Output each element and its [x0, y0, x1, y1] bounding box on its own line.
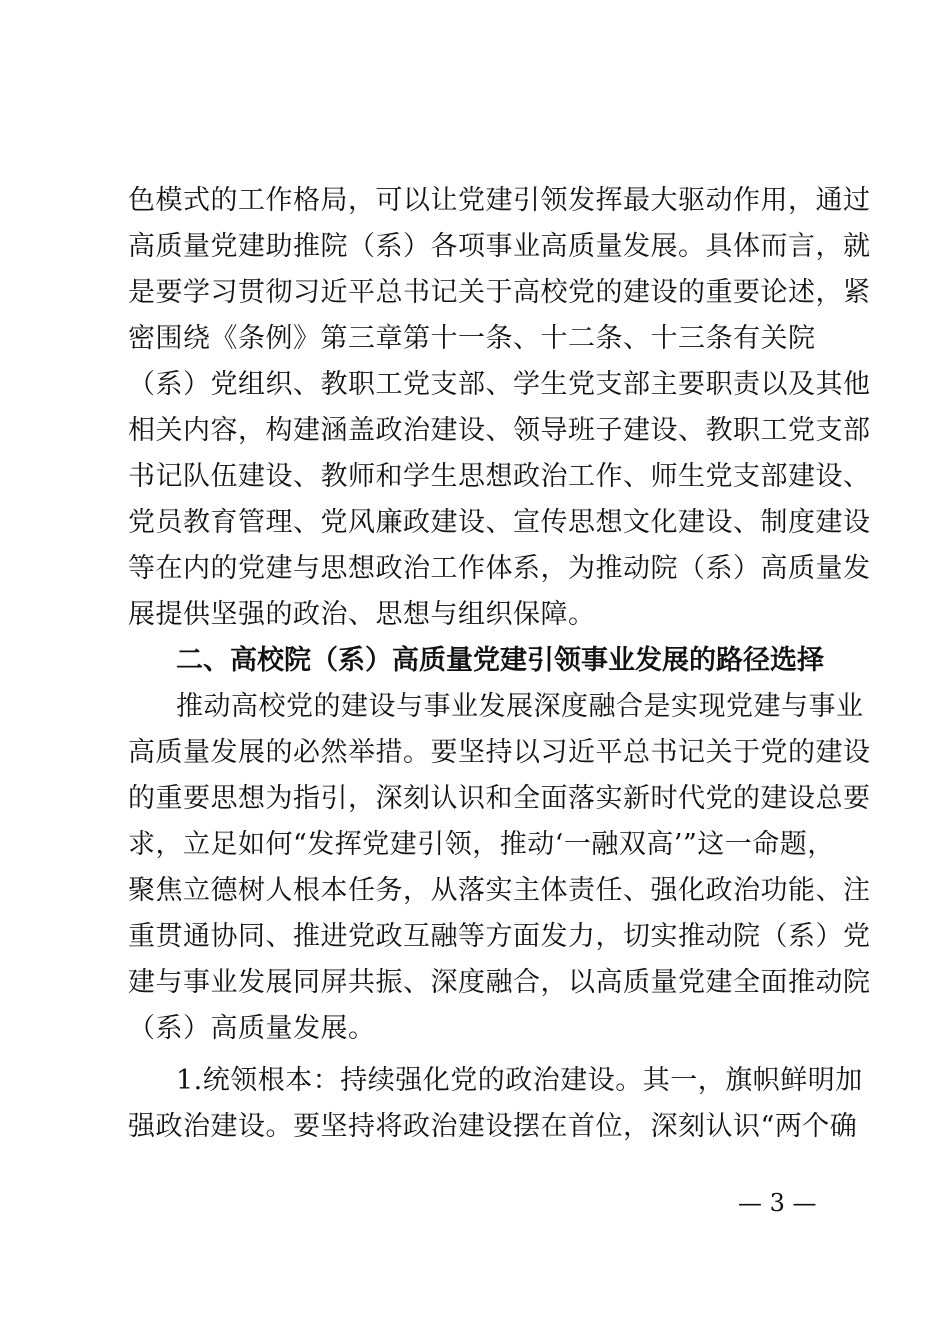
text-line: 色模式的工作格局，可以让党建引领发挥最大驱动作用，通过: [128, 185, 871, 216]
text-line: 高质量党建助推院（系）各项事业高质量发展。具体而言，就: [128, 231, 871, 262]
text-line: 的重要思想为指引，深刻认识和全面落实新时代党的建设总要: [128, 783, 871, 814]
text-line: 等在内的党建与思想政治工作体系，为推动院（系）高质量发: [128, 553, 871, 584]
text-line: 聚焦立德树人根本任务，从落实主体责任、强化政治功能、注: [128, 875, 871, 906]
text-line: 高质量发展的必然举措。要坚持以习近平总书记关于党的建设: [128, 737, 871, 768]
text-line: 相关内容，构建涵盖政治建设、领导班子建设、教职工党支部: [128, 415, 871, 446]
text-line: 推动高校党的建设与事业发展深度融合是实现党建与事业: [176, 691, 864, 722]
text-line: 党员教育管理、党风廉政建设、宣传思想文化建设、制度建设: [128, 507, 871, 538]
text-line: 书记队伍建设、教师和学生思想政治工作、师生党支部建设、: [128, 461, 871, 492]
text-line: 建与事业发展同屏共振、深度融合，以高质量党建全面推动院: [128, 967, 871, 998]
text-line: 展提供坚强的政治、思想与组织保障。: [128, 599, 596, 630]
text-line: 1.统领根本：持续强化党的政治建设。其一，旗帜鲜明加: [176, 1065, 863, 1096]
text-line: 密围绕《条例》第三章第十一条、十二条、十三条有关院: [128, 323, 816, 354]
text-line: （系）党组织、教职工党支部、学生党支部主要职责以及其他: [128, 369, 871, 400]
text-line: 强政治建设。要坚持将政治建设摆在首位，深刻认识“两个确: [128, 1111, 858, 1142]
text-line: 求，立足如何“发挥党建引领，推动‘一融双高’”这一命题，: [128, 829, 835, 860]
section-heading: 二、高校院（系）高质量党建引领事业发展的路径选择: [176, 645, 824, 676]
text-line: 重贯通协同、推进党政互融等方面发力，切实推动院（系）党: [128, 921, 871, 952]
page-number: — 3 —: [738, 1189, 817, 1217]
text-line: （系）高质量发展。: [128, 1013, 376, 1044]
text-line: 是要学习贯彻习近平总书记关于高校党的建设的重要论述，紧: [128, 277, 871, 308]
